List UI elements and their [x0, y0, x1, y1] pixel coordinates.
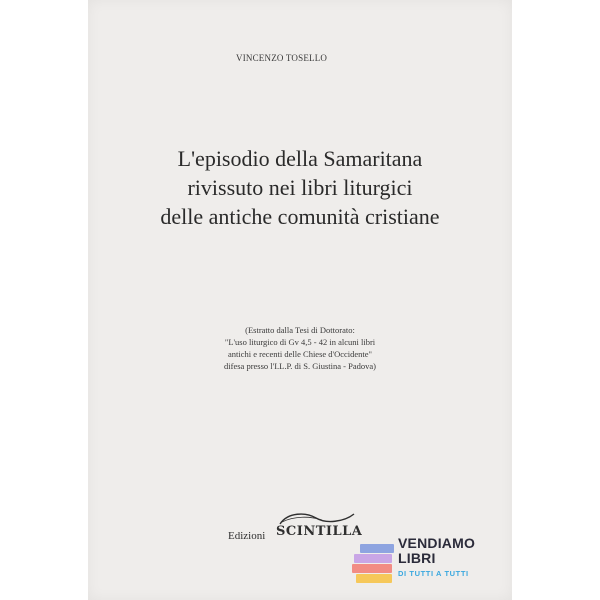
- extract-line: difesa presso l'I.L.P. di S. Giustina - Padova): [224, 361, 376, 371]
- author-name: VINCENZO TOSELLO: [236, 53, 328, 63]
- book-spine: [360, 544, 394, 553]
- watermark-line1: VENDIAMO: [398, 535, 476, 551]
- extract-line: (Estratto dalla Tesi di Dottorato:: [245, 325, 355, 335]
- publisher-logo: [276, 510, 363, 544]
- book-spine: [354, 554, 392, 563]
- book-title: [108, 144, 492, 231]
- book-cover: [88, 0, 512, 600]
- extract-line: antichi e recenti delle Chiese d'Occidente": [227, 349, 372, 359]
- publisher: [228, 510, 368, 550]
- book-stack-icon: [352, 538, 394, 584]
- watermark-line2: LIBRI: [398, 550, 436, 566]
- publisher-logo-text: SCINTILLA: [276, 524, 363, 539]
- watermark-text: [398, 536, 475, 578]
- title-line: rivissuto nei libri liturgici: [187, 175, 413, 200]
- extract-line: "L'uso liturgico di Gv 4,5 - 42 in alcuni libri: [224, 337, 376, 347]
- book-spine: [352, 564, 392, 573]
- watermark-tagline: DI TUTTI A TUTTI: [398, 569, 469, 578]
- thesis-extract-note: [128, 324, 472, 372]
- book-spine: [356, 574, 392, 583]
- vendiamo-libri-watermark: [348, 534, 548, 590]
- title-line: L'episodio della Samaritana: [177, 146, 423, 171]
- title-line: delle antiche comunità cristiane: [160, 204, 440, 229]
- publisher-prefix: Edizioni: [228, 530, 266, 542]
